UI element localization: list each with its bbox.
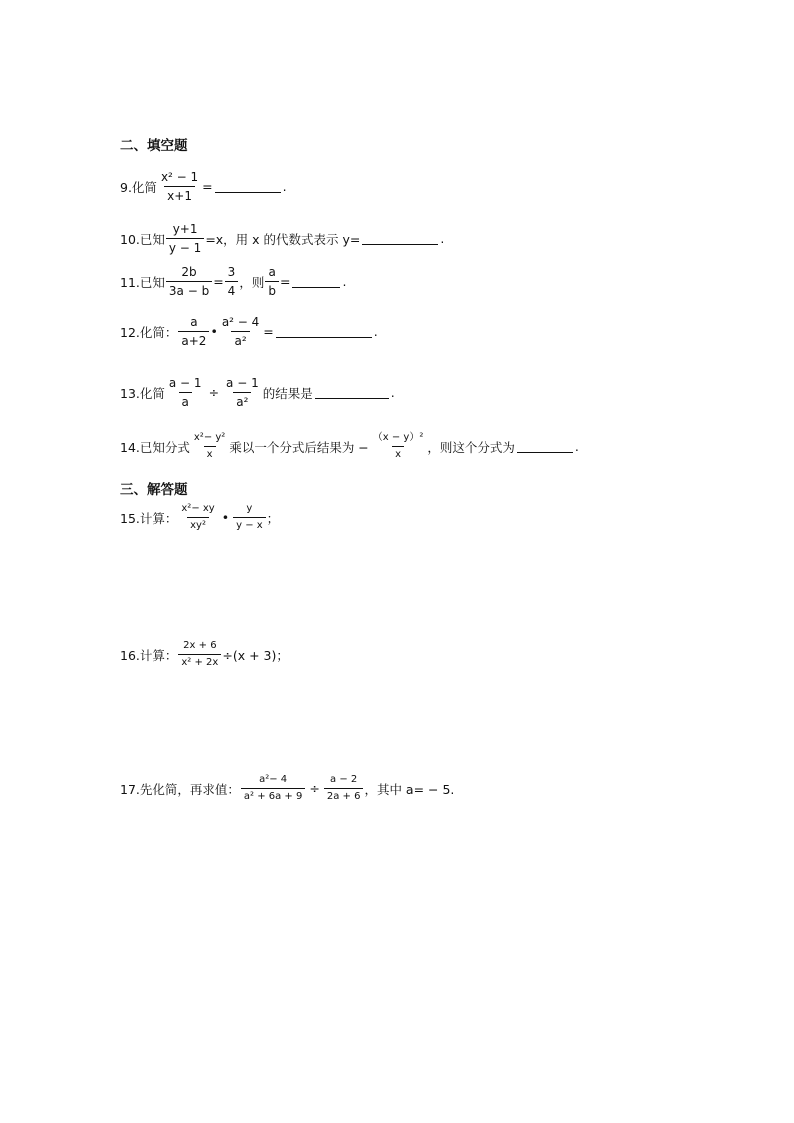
question-9 (120, 170, 287, 203)
q12-fraction-1 (178, 315, 209, 348)
q14-numerator-2: （x − y）² (372, 432, 424, 443)
q15-denominator-1: xy² (187, 517, 209, 532)
q15-numerator-2: y (246, 503, 253, 514)
q17-numerator-1: a²− 4 (259, 774, 288, 785)
q11-fraction-3 (265, 265, 279, 298)
q15-fraction-2 (233, 503, 266, 532)
q9-answer-blank[interactable] (215, 181, 281, 193)
question-12 (120, 315, 378, 348)
q16-denominator: x² + 2x (178, 654, 221, 669)
q13-denominator-2: a² (233, 392, 251, 409)
q15-fraction-1 (178, 503, 217, 532)
q14-numerator-1: x²− y² (193, 432, 226, 443)
q15-suffix: ； (266, 510, 280, 526)
q12-equals: = (263, 324, 274, 339)
q12-denominator-2: a² (231, 331, 249, 348)
q11-denominator-1: 3a − b (166, 281, 212, 298)
q14-suffix: . (574, 439, 579, 454)
q12-prefix: 12.化简： (120, 324, 178, 340)
q13-text: 的结果是 (262, 385, 313, 401)
q13-fraction-1 (166, 376, 205, 409)
q10-answer-blank[interactable] (362, 233, 438, 245)
q10-numerator: y+1 (172, 222, 198, 236)
q17-prefix: 17.先化简，再求值： (120, 781, 240, 797)
q11-numerator-1: 2b (181, 265, 197, 279)
q12-fraction-2 (219, 315, 262, 348)
q9-denominator: x+1 (164, 186, 195, 203)
q11-equals-2: = (279, 274, 291, 289)
q13-answer-blank[interactable] (315, 387, 389, 399)
q17-denominator-2: 2a + 6 (324, 788, 364, 803)
q14-denominator-1: x (204, 446, 216, 461)
q12-denominator-1: a+2 (178, 331, 209, 348)
q9-suffix: . (282, 179, 287, 194)
q16-prefix: 16.计算： (120, 647, 178, 663)
section-2-heading: 二、填空题 (120, 138, 188, 154)
q12-multiply: • (210, 324, 218, 339)
q11-answer-blank[interactable] (292, 276, 340, 288)
q14-text-2: ，则这个分式为 (427, 439, 515, 455)
q14-denominator-2: x (392, 446, 404, 461)
q15-multiply: • (221, 510, 230, 525)
question-14 (120, 432, 579, 461)
q16-numerator: 2x + 6 (183, 640, 217, 651)
question-15 (120, 503, 279, 532)
q15-prefix: 15.计算： (120, 510, 178, 526)
q13-numerator-1: a − 1 (168, 376, 202, 390)
q17-denominator-1: a² + 6a + 9 (241, 788, 305, 803)
q11-suffix: . (342, 274, 347, 289)
q9-prefix: 9.化简 (120, 179, 157, 195)
q17-divide: ÷ (309, 781, 320, 796)
q13-suffix: . (390, 385, 395, 400)
q11-fraction-2 (225, 265, 239, 298)
question-11 (120, 265, 346, 298)
q10-text: =x，用 x 的代数式表示 y= (205, 231, 361, 247)
q13-numerator-2: a − 1 (226, 376, 259, 390)
q11-prefix: 11.已知 (120, 274, 165, 290)
q10-denominator: y − 1 (166, 238, 204, 255)
q14-answer-blank[interactable] (517, 441, 573, 453)
question-10 (120, 222, 444, 255)
q17-numerator-2: a − 2 (330, 774, 358, 785)
q10-prefix: 10.已知 (120, 231, 165, 247)
q11-denominator-2: 4 (225, 281, 239, 298)
q12-suffix: . (373, 324, 378, 339)
q13-divide: ÷ (208, 385, 220, 400)
q15-denominator-2: y − x (233, 517, 266, 532)
q10-fraction (166, 222, 204, 255)
question-17 (120, 774, 454, 803)
q12-numerator-2: a² − 4 (221, 315, 260, 329)
q9-fraction (158, 170, 201, 203)
q9-equals: = (202, 179, 213, 194)
q16-fraction (178, 640, 221, 669)
q13-denominator-1: a (179, 392, 192, 409)
q14-fraction-1 (191, 432, 228, 461)
q14-prefix: 14.已知分式 (120, 439, 190, 455)
q11-numerator-2: 3 (227, 265, 236, 279)
q11-fraction-1 (166, 265, 212, 298)
q10-suffix: . (440, 231, 445, 246)
q9-numerator: x² − 1 (160, 170, 199, 184)
q13-prefix: 13.化简 (120, 385, 165, 401)
q15-numerator-1: x²− xy (181, 503, 215, 514)
section-3-heading: 三、解答题 (120, 482, 188, 498)
q11-numerator-3: a (268, 265, 276, 279)
q11-text: ，则 (239, 274, 265, 290)
q12-numerator-1: a (190, 315, 198, 329)
q14-text: 乘以一个分式后结果为 − (229, 439, 369, 455)
q17-suffix: ，其中 a= − 5. (364, 781, 455, 797)
q16-rest: ÷(x + 3)； (222, 647, 289, 663)
q13-fraction-2 (223, 376, 262, 409)
q11-equals: = (213, 274, 224, 289)
question-16 (120, 640, 289, 669)
q11-denominator-3: b (265, 281, 279, 298)
q12-answer-blank[interactable] (276, 326, 372, 338)
q17-fraction-2 (324, 774, 364, 803)
q17-fraction-1 (241, 774, 305, 803)
question-13 (120, 376, 395, 409)
q14-fraction-2 (370, 432, 427, 461)
